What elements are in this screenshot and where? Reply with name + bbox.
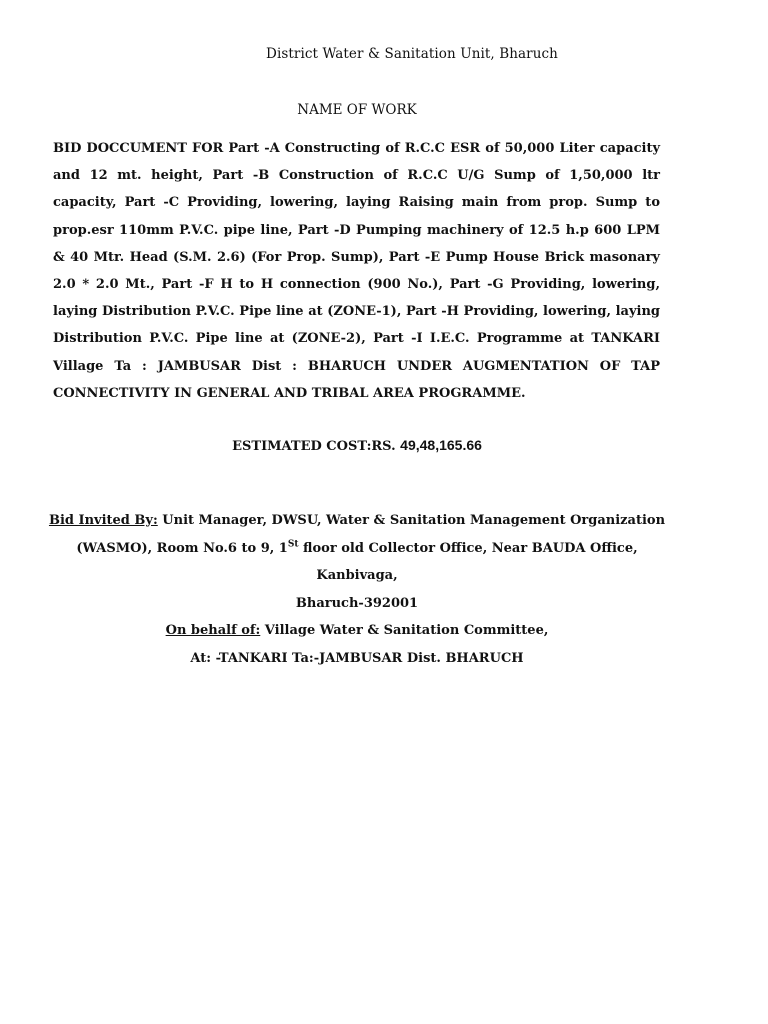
estimated-cost-label: ESTIMATED COST:RS. xyxy=(232,439,401,454)
bid-invited-text: Unit Manager, DWSU, Water & Sanitation Management Organization (WASMO), Room No.6 to 9, 1 xyxy=(76,513,666,556)
estimated-cost-value: 49,48,165.66 xyxy=(400,437,482,453)
name-of-work-description: BID DOCCUMENT FOR Part -A Constructing of R.C.C ESR of 50,000 Liter capacity and 12 mt. height, Part -B Construction of R.C.C U/G Sump of 1,50,000 ltr capacity, Part -C Providing, lowering, laying Raising main from prop. Sump to prop.esr 110mm P.V.C. pipe line, Part -D Pumping machinery of 12.5 h.p 600 LPM & 40 Mtr. Head (S.M. 2.6) (For Prop. Sump), Part -E Pump House Brick masonary 2.0 * 2.0 Mt., Part -F H to H connection (900 No.), Part -G Providing, lowering, laying Distribution P.V.C. Pipe line at (ZONE-1), Part -H Providing, lowering, laying Distribution P.V.C. Pipe line at (ZONE-2), Part -I I.E.C. Programme at TANKARI Village Ta : JAMBUSAR Dist : BHARUCH UNDER AUGMENTATION OF TAP CONNECTIVITY IN GENERAL AND TRIBAL AREA PROGRAMME. xyxy=(53,141,660,401)
on-behalf-label: On behalf of: xyxy=(165,623,261,638)
on-behalf-text: Village Water & Sanitation Committee, xyxy=(260,623,549,638)
document-header: District Water & Sanitation Unit, Bharuch xyxy=(266,46,558,62)
bid-invited-block xyxy=(40,507,674,617)
bid-invited-address: Bharuch-392001 xyxy=(295,595,419,611)
on-behalf-block xyxy=(0,617,714,672)
bid-invited-label: Bid Invited By: xyxy=(48,513,158,528)
ordinal-superscript: St xyxy=(287,539,299,550)
bid-invited-text-cont: floor old Collector Office, Near BAUDA Office, Kanbivaga, xyxy=(298,540,638,583)
estimated-cost xyxy=(0,437,714,454)
name-of-work-title: NAME OF WORK xyxy=(297,102,417,118)
on-behalf-location: At: -TANKARI Ta:-JAMBUSAR Dist. BHARUCH xyxy=(190,650,524,666)
